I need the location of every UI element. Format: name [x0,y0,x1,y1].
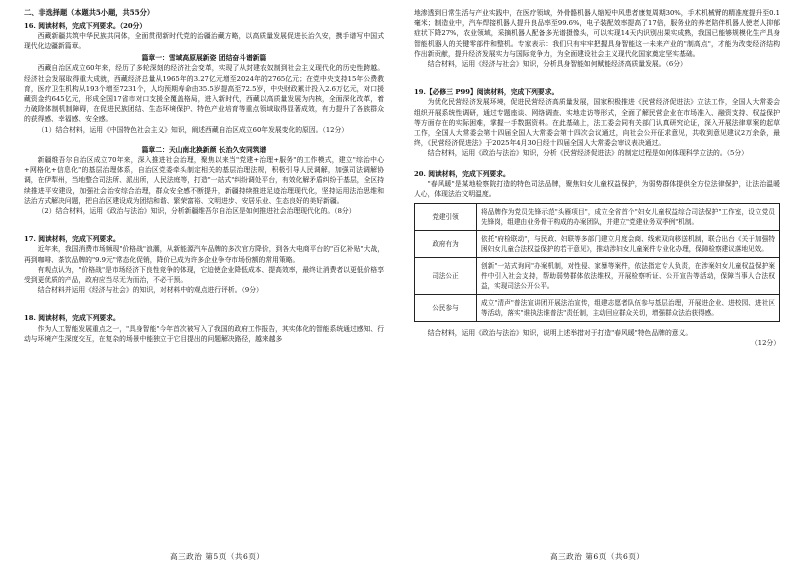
q20-intro: "春风暖"是某地检察院打造的特色司法品牌，聚焦妇女儿童权益保护，为弱势群体提供全方位法律保护，让法治温暖人心，体现法治文明温度。 [414,179,780,199]
q20-table [414,203,780,322]
q20-label: 20. 阅读材料，完成下列要求。 [414,169,510,178]
table-category: 司法公正 [415,258,477,295]
table-row [415,204,780,231]
q16-article1-body: 西藏自治区成立60年来，经历了多轮深刻的经济社会变革，实现了从封建农奴制到社会主义现代化的历史性跨越。经济社会发展取得重大成就，西藏经济总量从1965年的3.27亿元增至2024年的2765亿元；在党中央支持15年公费教育，医疗卫生机构从193个增至7231个，人均预期寿命由35.5岁提高至72.5岁，中央财政累计投入2.6万亿元，对口援藏资金约645亿元，形成全国17省市对口支援全覆盖格局，进入新时代，西藏以高质量发展为内核，全面深化改革，着力破除体制机制障碍，在促进民族团结、生态环境保护、特色产业培育等重点领域取得显著成效，有力提升了各族群众的获得感、幸福感、安全感。 [24,64,384,124]
section-heading: 二、非选择题（本题共5小题，共55分） [24,8,155,17]
table-row [415,231,780,258]
q18-label: 18. 阅读材料，完成下列要求。 [24,314,120,323]
table-row [415,258,780,295]
q17-body2: 有观点认为，"价格战"是市场经济下良性竞争的体现，它迫使企业降低成本、提高效率，最终让消费者以更低价格享受到更优质的产品，政府应当尽无为而治，不必干预。 [24,265,384,284]
q18-continued: 地渗透到日常生活与产业实践中，在医疗领域，外骨骼机器人缩短中风患者康复周期30%，手术机械臂的精准度提升至0.1毫米；制造业中，汽车焊接机器人提升良品率至99.6%，电子装配效率提高了17倍，服务业的养老陪伴机器人使老人抑郁症状下降27%，农业领域，采摘机器人配备多光谱摄像头，可以实现14天内识别出果实成熟，我国已能够规模化生产具身智能机器人的关键零部件和整机。专家表示：我们只有牢牢把握具身智能这一未来产业的"制高点"，才能为改变经济结构作出新贡献，提升经济发展实力与国际竞争力，为全面建设社会主义现代化国家奠定坚实基础。 [414,9,780,58]
table-content: 依托"府检联动"，与民政、妇联等多部门建立月度会商、线索双向移送机制，联合出台《关于加强特困妇女儿童合法权益保护的若干意见》，推动涉妇女儿童案件专业化办理，保障检察建议落地见效。 [477,231,780,258]
q16-article1-title: 篇章一：雪域高原展新姿 团结奋斗谱新篇 [141,54,267,63]
q18-sub: 结合材料，运用《经济与社会》知识，分析具身智能如何赋能经济高质量发展。（6分） [427,60,687,69]
q16-sub2: （2）结合材料，运用《政治与法治》知识，分析新疆维吾尔自治区是如何推进社会治理现代化的。（8分） [37,206,356,215]
q19-label: 19.【必修三 P99】阅读材料，完成下列要求。 [414,88,559,97]
q16-label: 16. 阅读材料，完成下列要求。（20分） [24,21,147,30]
table-content: 将品牌作为党员先锋示范"头雁项目"，成立全省首个"妇女儿童权益综合司法保护"工作室，设立党员先锋岗，组建由业务骨干构成的办案团队，并建立"党建业务双季例"机制。 [477,204,780,231]
q17-sub: 结合材料并运用《经济与社会》的知识，对材料中的观点进行评析。（9分） [37,286,263,295]
q20-sub: 结合材料，运用《政治与法治》知识，说明上述举措对于打造"春风暖"特色品牌的意义。 [427,329,693,338]
q16-article2-title: 篇章二：天山南北换新颜 长治久安同筑谱 [141,145,267,154]
q17-label: 17. 阅读材料，完成下列要求。 [24,235,120,244]
table-row [415,295,780,322]
q19-body: 为优化民营经济发展环境，促进民营经济高质量发展，国家积极推进《民营经济促进法》立法工作，全国人大常委会组织开展系统性调研，通过专题座谈、网络调查、实地走访等形式，全面了解民营企业在市场准入、融资支持、权益保护等方面存在的实际困难，掌握一手数据资料。在此基础上，法工委会同有关部门认真研究论证，深入开展法律草案的起草工作，全国人大常委会第十四届全国人大常委会第十四次会议通过，向社会公开征求意见，共收到意见建议2万余条，最终，《民营经济促进法》于2025年4月30日经十四届全国人大常委会审议表决通过。 [414,98,780,148]
q16-intro: 西藏新疆共筑中华民族共同体，全面贯彻新时代党的治疆治藏方略，以高质量发展促进长治久安，携手谱写中国式现代化边疆新篇章。 [24,31,384,50]
right-page [400,0,800,576]
table-category: 党建引领 [415,204,477,231]
right-footer: 高三政治 第6页（共6页） [550,552,645,561]
left-footer: 高三政治 第5页（共6页） [170,552,265,561]
q19-sub: 结合材料，运用《政治与法治》知识，分析《民营经济促进法》的制定过程是如何体现科学立法的。（5分） [427,149,748,158]
table-category: 政府有为 [415,231,477,258]
q20-score: （12分） [750,339,780,348]
table-category: 公民参与 [415,295,477,322]
table-content: 成立"清声"普法宣讲团开展法治宣传，组建志愿者队伍参与基层治理，开展进企业、进校园、进社区等活动，落实"谁执法谁普法"责任制，主动回应群众关切，增强群众法治获得感。 [477,295,780,322]
table-content: 创新"一站式询问"办案机制，对性侵、家暴等案件，依法指定专人负责，在涉案妇女儿童权益保护案件中引入社会支持，帮助弱势群体依法维权，开展检察听证、公开宣告等活动，保障当事人合法权益，实现司法公开公平。 [477,258,780,295]
q16-sub1: （1）结合材料，运用《中国特色社会主义》知识，阐述西藏自治区成立60年发展变化的原因。（12分） [37,125,349,134]
q17-body1: 近年来，我国消费市场频现"价格战"浪潮，从新能源汽车品牌的多次官方降价，到各大电商平台的"百亿补贴"大战，再到咖啡、茶饮品牌的"9.9元"常态化促销，降价已成为许多企业争夺市场份额的常用策略。 [24,245,384,264]
q18-body: 作为人工智能发展重点之一，"具身智能"今年首次被写入了我国的政府工作报告，其实体化的智能系统通过感知、行动与环境产生深度交互，在复杂的场景中能独立于它目提出的问题解决路径，越来越多 [24,324,384,343]
q16-article2-body: 新疆维吾尔自治区成立70年来，深入推进社会治理，聚焦以来当"党建+治理+服务"的工作模式，建立"综治中心+网格化+信息化"的基层治理体系，自治区党委牵头制定相关的基层治理法规，积极引导人民调解，加强司法调解协调，在伊犁州，当地整合司法所、派出所，人民法庭等，打造"一站式"纠纷调处平台，有效化解矛盾纠纷于基层，全区持续推进平安建设，加强社会治安综合治理，群众安全感不断提升，新疆持续推进足迹治理现代化，坚持运用法治思维和法治方式解决问题，把自治区建设成为团结和谐、繁荣富裕、文明进步、安居乐业、生态良好的美好新疆。 [24,155,384,205]
